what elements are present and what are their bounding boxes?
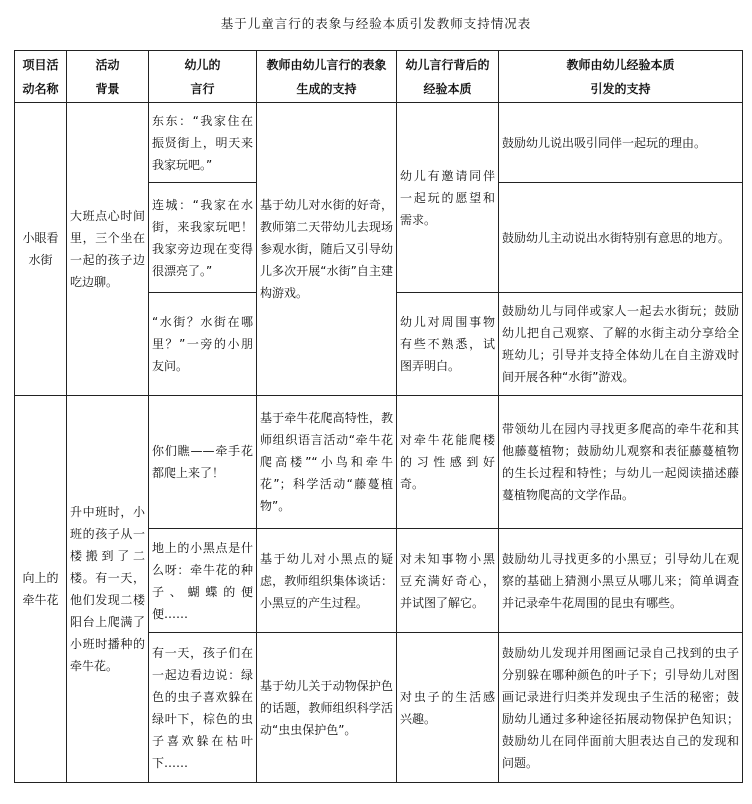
header-essence-support: 教师由幼儿经验本质 引发的支持 (499, 51, 743, 103)
essence-support-cell: 鼓励幼儿说出吸引同伴一起玩的理由。 (499, 103, 743, 183)
background-cell: 升中班时，小班的孩子从一楼搬到了二楼。有一天，他们发现二楼阳台上爬满了小班时播种的牵牛花。 (67, 396, 149, 783)
background-cell: 大班点心时间里，三个坐在一起的孩子边吃边聊。 (67, 103, 149, 396)
surface-support-cell: 基于幼儿关于动物保护色的话题，教师组织科学活动“虫虫保护色”。 (257, 633, 397, 783)
speech-cell: 东东：“我家住在振贤街上，明天来我家玩吧。” (149, 103, 257, 183)
surface-support-cell: 基于幼儿对水街的好奇，教师第二天带幼儿去现场参观水街，随后又引导幼儿多次开展“水街”自主建构游戏。 (257, 103, 397, 396)
project-name-cell: 小眼看水街 (15, 103, 67, 396)
table-row (15, 103, 743, 183)
essence-cell: 幼儿有邀请同伴一起玩的愿望和需求。 (397, 103, 499, 293)
essence-support-cell: 带领幼儿在园内寻找更多爬高的牵牛花和其他藤蔓植物；鼓励幼儿观察和表征藤蔓植物的生长过程和特性；与幼儿一起阅读描述藤蔓植物爬高的文学作品。 (499, 396, 743, 529)
header-background: 活动 背景 (67, 51, 149, 103)
header-experience-essence: 幼儿言行背后的 经验本质 (397, 51, 499, 103)
speech-cell: 你们瞧——牵手花都爬上来了！ (149, 396, 257, 529)
essence-cell: 对未知事物小黑豆充满好奇心，并试图了解它。 (397, 529, 499, 633)
speech-cell: 有一天，孩子们在一起边看边说：绿色的虫子喜欢躲在绿叶下，棕色的虫子喜欢躲在枯叶下…… (149, 633, 257, 783)
essence-support-cell: 鼓励幼儿主动说出水街特别有意思的地方。 (499, 183, 743, 293)
table-row (15, 396, 743, 529)
header-row (15, 51, 743, 103)
surface-support-cell: 基于幼儿对小黑点的疑虑，教师组织集体谈话：小黑豆的产生过程。 (257, 529, 397, 633)
essence-support-cell: 鼓励幼儿与同伴或家人一起去水街玩；鼓励幼儿把自己观察、了解的水街主动分享给全班幼儿；引导并支持全体幼儿在自主游戏时间开展各种“水街”游戏。 (499, 293, 743, 396)
header-child-speech: 幼儿的 言行 (149, 51, 257, 103)
essence-cell: 幼儿对周围事物有些不熟悉，试图弄明白。 (397, 293, 499, 396)
project-name-cell: 向上的牵牛花 (15, 396, 67, 783)
speech-cell: 连城：“我家在水街，来我家玩吧！我家旁边现在变得很漂亮了。” (149, 183, 257, 293)
essence-cell: 对牵牛花能爬楼的习性感到好奇。 (397, 396, 499, 529)
header-project-name: 项目活 动名称 (15, 51, 67, 103)
surface-support-cell: 基于牵牛花爬高特性，教师组织语言活动“牵牛花爬高楼”“小鸟和牵牛花”；科学活动“藤蔓植物”。 (257, 396, 397, 529)
essence-cell: 对虫子的生活感兴趣。 (397, 633, 499, 783)
header-surface-support: 教师由幼儿言行的表象 生成的支持 (257, 51, 397, 103)
essence-support-cell: 鼓励幼儿寻找更多的小黑豆；引导幼儿在观察的基础上猜测小黑豆从哪儿来；简单调查并记录牵牛花周围的昆虫有哪些。 (499, 529, 743, 633)
support-table (14, 50, 743, 783)
speech-cell: 地上的小黑点是什么呀：牵牛花的种子、蝴蝶的便便…… (149, 529, 257, 633)
document-title: 基于儿童言行的表象与经验本质引发教师支持情况表 (220, 16, 532, 31)
speech-cell: “水街？水街在哪里？”一旁的小朋友问。 (149, 293, 257, 396)
essence-support-cell: 鼓励幼儿发现并用图画记录自己找到的虫子分别躲在哪种颜色的叶子下；引导幼儿对图画记录进行归类并发现虫子生活的秘密；鼓励幼儿通过多种途径拓展动物保护色知识；鼓励幼儿在同伴面前大胆表达自己的发现和问题。 (499, 633, 743, 783)
